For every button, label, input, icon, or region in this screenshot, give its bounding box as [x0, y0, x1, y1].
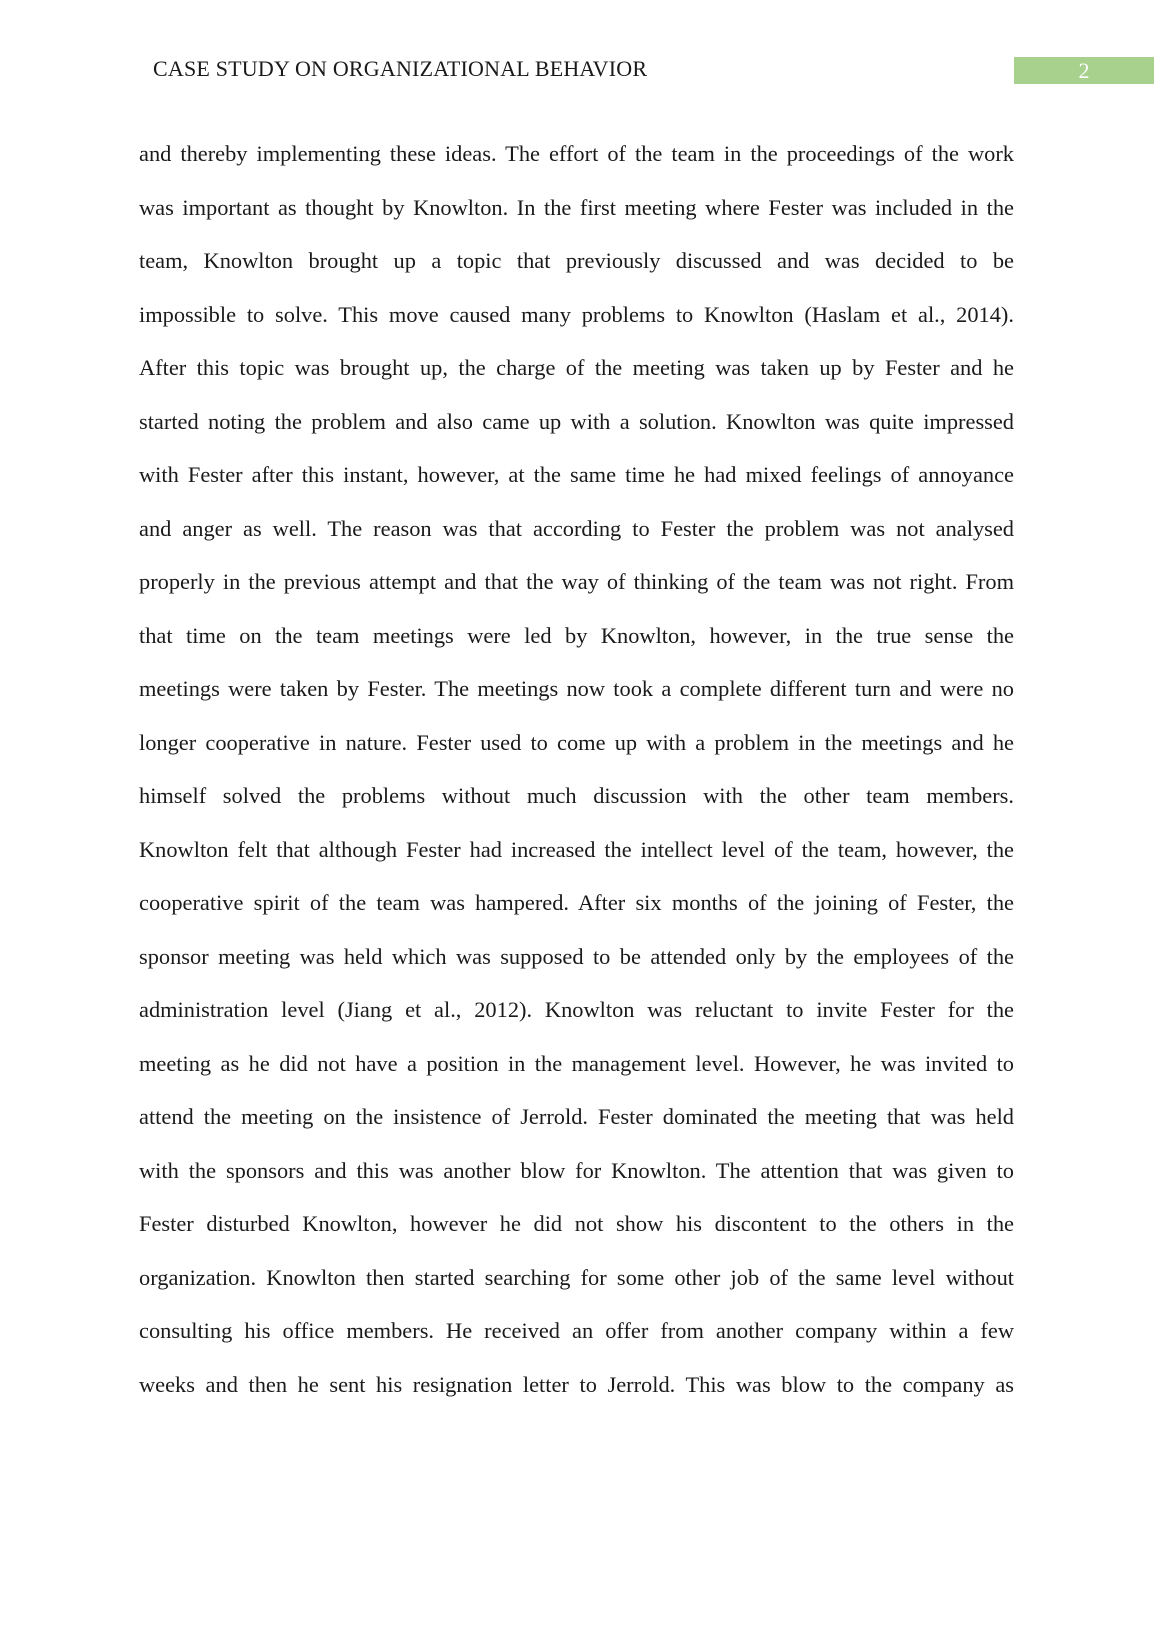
text-line: team, Knowlton brought up a topic that previously discussed and was decided to be — [139, 248, 1014, 273]
text-line: with Fester after this instant, however, at the same time he had mixed feelings of annoyance — [139, 462, 1014, 487]
text-line: and thereby implementing these ideas. The effort of the team in the proceedings of the work — [139, 141, 1014, 166]
text-line: that time on the team meetings were led by Knowlton, however, in the true sense the — [139, 622, 1014, 648]
body-paragraph — [139, 127, 1014, 1411]
text-line: meeting as he did not have a position in the management level. However, he was invited to — [139, 1050, 1014, 1076]
text-line: weeks and then he sent his resignation letter to Jerrold. This was blow to the company as — [139, 1371, 1014, 1397]
text-line: longer cooperative in nature. Fester used to come up with a problem in the meetings and he — [139, 729, 1014, 755]
text-line: After this topic was brought up, the charge of the meeting was taken up by Fester and he — [139, 355, 1014, 380]
page-number: 2 — [1078, 58, 1090, 83]
text-line: impossible to solve. This move caused many problems to Knowlton (Haslam et al., 2014). — [139, 301, 1014, 327]
running-header-title: CASE STUDY ON ORGANIZATIONAL BEHAVIOR — [153, 56, 648, 81]
text-line: Fester disturbed Knowlton, however he did not show his discontent to the others in the — [139, 1211, 1014, 1236]
text-line: with the sponsors and this was another blow for Knowlton. The attention that was given to — [139, 1157, 1014, 1183]
text-line: meetings were taken by Fester. The meetings now took a complete different turn and were no — [139, 676, 1014, 701]
text-line: administration level (Jiang et al., 2012). Knowlton was reluctant to invite Fester for the — [139, 997, 1014, 1022]
text-line: sponsor meeting was held which was supposed to be attended only by the employees of the — [139, 943, 1014, 969]
text-line: was important as thought by Knowlton. In the first meeting where Fester was included in the — [139, 194, 1014, 220]
text-line: and anger as well. The reason was that according to Fester the problem was not analysed — [139, 515, 1014, 541]
text-line: cooperative spirit of the team was hampered. After six months of the joining of Fester, the — [139, 890, 1014, 915]
text-line: organization. Knowlton then started searching for some other job of the same level without — [139, 1264, 1014, 1290]
text-line: properly in the previous attempt and that the way of thinking of the team was not right. From — [139, 569, 1014, 594]
text-line: attend the meeting on the insistence of Jerrold. Fester dominated the meeting that was held — [139, 1104, 1014, 1129]
text-line: started noting the problem and also came up with a solution. Knowlton was quite impressed — [139, 408, 1014, 434]
text-line: consulting his office members. He received an offer from another company within a few — [139, 1318, 1014, 1343]
text-line: himself solved the problems without much discussion with the other team members. — [139, 783, 1014, 808]
page-number-badge — [1014, 57, 1154, 84]
text-line: Knowlton felt that although Fester had increased the intellect level of the team, however, the — [139, 836, 1014, 862]
